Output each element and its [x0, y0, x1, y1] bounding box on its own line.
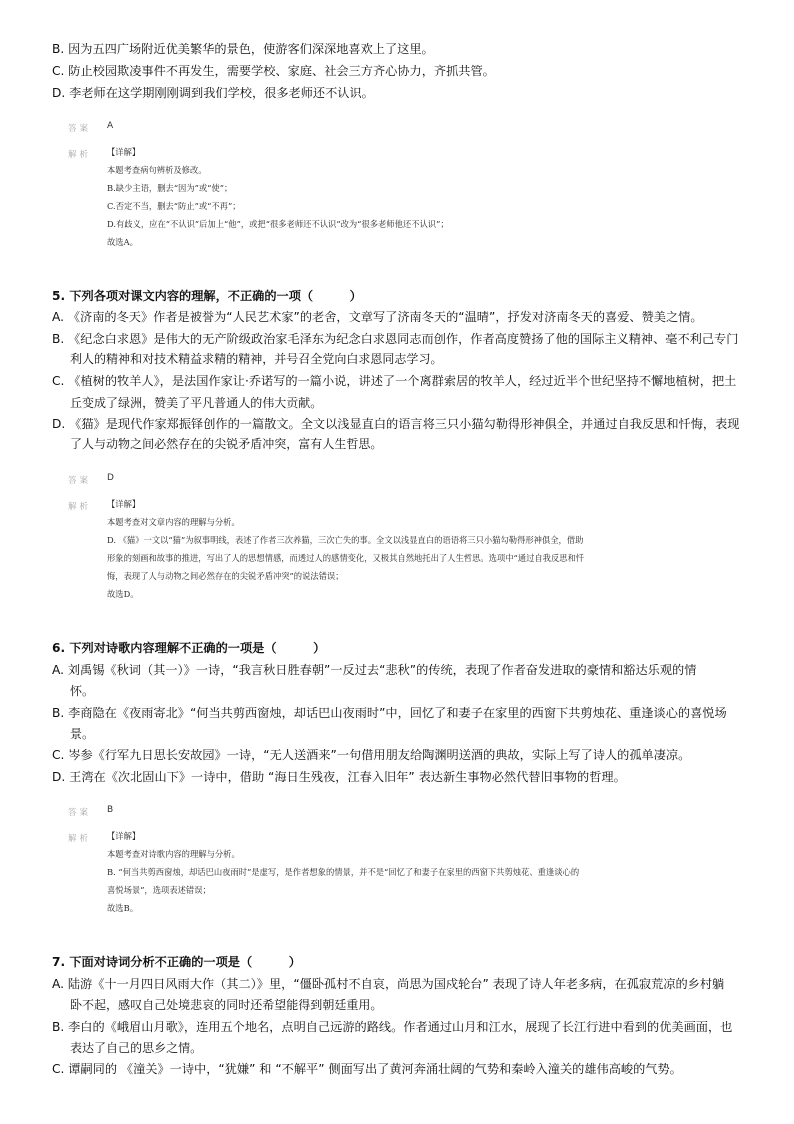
q6-option-a-cont: 怀。	[70, 684, 95, 698]
q4-analysis-line: C.否定不当，删去“防止”或“不再”；	[107, 201, 241, 211]
q5-option-b-cont: 利人的精神和对技术精益求精的精神，并号召全党向白求恩同志学习。	[70, 352, 443, 366]
q6-answer-label: 答案	[68, 808, 92, 818]
q7-option-a-cont: 卧不起，感叹自己处境悲哀的同时还希望能得到朝廷重用。	[70, 998, 383, 1012]
q5-option-b: B. 《纪念白求恩》是伟大的无产阶级政治家毛泽东为纪念白求恩同志而创作，作者高度赞扬了他的国际主义精神、毫不利己专门	[52, 332, 739, 346]
q4-option-b: B. 因为五四广场附近优美繁华的景色，使游客们深深地喜欢上了这里。	[52, 42, 434, 56]
q5-analysis-line: 【详解】	[107, 499, 141, 509]
q4-analysis-line: 本题考查病句辨析及修改。	[107, 165, 207, 175]
q6-analysis-line: 故选B。	[107, 903, 138, 913]
q7-stem: 7. 下面对诗词分析不正确的一项是（ ）	[52, 955, 301, 969]
q4-option-d: D. 李老师在这学期刚刚调到我们学校，很多老师还不认识。	[52, 86, 374, 100]
q7-option-a: A. 陆游《十一月四日风雨大作（其二）》里，“僵卧孤村不自哀，尚思为国戍轮台” 表现了诗人年老多病，在孤寂荒凉的乡村躺	[52, 977, 725, 991]
q6-analysis-line: 喜悦场景”，选项表述错误；	[107, 885, 211, 895]
q5-option-d: D. 《猫》是现代作家郑振铎创作的一篇散文。全文以浅显直白的语言将三只小猫勾勒得形神俱全，并通过自我反思和忏悔，表现	[52, 417, 740, 431]
q4-analysis-line: B.缺少主语，删去“因为”或“使”；	[107, 183, 233, 193]
q6-option-a: A. 刘禹锡《秋词（其一）》一诗，“我言秋日胜春朝”一反过去“悲秋”的传统，表现了作者奋发进取的豪情和豁达乐观的情	[52, 663, 697, 677]
q5-analysis-line: 故选D。	[107, 589, 139, 599]
q6-stem: 6. 下列对诗歌内容理解不正确的一项是（ ）	[52, 641, 326, 655]
q6-option-c: C. 岑参《行军九日思长安故园》一诗，“无人送酒来”一句借用朋友给陶渊明送酒的典故，实际上写了诗人的孤单凄凉。	[52, 748, 691, 762]
q7-option-b: B. 李白的《峨眉山月歌》，连用五个地名，点明自己远游的路线。作者通过山月和江水，展现了长江行进中看到的优美画面，也	[52, 1020, 733, 1034]
q6-option-d: D. 王湾在《次北固山下》一诗中，借助 “海日生残夜，江春入旧年” 表达新生事物必然代替旧事物的哲理。	[52, 770, 626, 784]
q4-option-c: C. 防止校园欺凌事件不再发生，需要学校、家庭、社会三方齐心协力，齐抓共管。	[52, 64, 495, 78]
q5-answer-value: D	[107, 473, 114, 483]
q4-answer-value: A	[107, 121, 114, 131]
q4-answer-label: 答案	[68, 124, 92, 134]
q4-analysis-line: 【详解】	[107, 147, 141, 157]
q6-analysis-label: 解析	[68, 834, 92, 844]
q5-option-d-cont: 了人与动物之间必然存在的尖锐矛盾冲突，富有人生哲思。	[70, 437, 383, 451]
q7-option-c: C. 谭嗣同的 《潼关》一诗中，“犹嫌” 和 “不解平” 侧面写出了黄河奔涌壮阔的气势和秦岭入潼关的雄伟高峻的气势。	[52, 1062, 682, 1076]
q5-stem: 5. 下列各项对课文内容的理解，不正确的一项（ ）	[52, 289, 362, 303]
q6-analysis-line: B. “何当共剪西窗烛，却话巴山夜雨时”是虚写，是作者想象的情景，并不是“回忆了和妻子在家里的西窗下共剪烛花、重逢谈心的	[107, 867, 580, 877]
q6-option-b: B. 李商隐在《夜雨寄北》“何当共剪西窗烛，却话巴山夜雨时”中，回忆了和妻子在家里的西窗下共剪烛花、重逢谈心的喜悦场	[52, 706, 727, 720]
q6-answer-value: B	[107, 805, 114, 815]
q6-analysis-line: 本题考查对诗歌内容的理解与分析。	[107, 849, 240, 859]
q4-analysis-line: 故选A。	[107, 237, 138, 247]
q5-option-c: C. 《植树的牧羊人》，是法国作家让·乔诺写的一篇小说，讲述了一个离群索居的牧羊人，经过近半个世纪坚持不懈地植树，把土	[52, 374, 737, 388]
q5-analysis-line: 本题考查对文章内容的理解与分析。	[107, 517, 240, 527]
q7-option-b-cont: 表达了自己的思乡之情。	[70, 1041, 203, 1055]
q5-analysis-line: 悔，表现了人与动物之间必然存在的尖锐矛盾冲突”的说法错误；	[107, 571, 344, 581]
q5-analysis-line: D. 《猫》一文以“猫”为叙事明线，表述了作者三次养猫，三次亡失的事。全文以浅显直白的语语将三只小猫勾勒得形神俱全，借助	[107, 535, 584, 545]
q5-option-c-cont: 丘变成了绿洲，赞美了平凡普通人的伟大贡献。	[70, 396, 323, 410]
q6-analysis-line: 【详解】	[107, 831, 141, 841]
q4-analysis-label: 解析	[68, 150, 92, 160]
q5-option-a: A. 《济南的冬天》作者是被誉为“人民艺术家”的老舍，文章写了济南冬天的“温晴”，抒发对济南冬天的喜爱、赞美之情。	[52, 310, 703, 324]
q5-analysis-label: 解析	[68, 502, 92, 512]
q4-analysis-line: D.有歧义，应在“不认识”后加上“他”，或把“很多老师还不认识”改为“很多老师他还不认识”；	[107, 219, 449, 229]
q6-option-b-cont: 景。	[70, 727, 95, 741]
q5-analysis-line: 形象的刻画和故事的推进，写出了人的思想情感，而透过人的感情变化，又极其自然地托出了人生哲思。选项中“通过自我反思和忏	[107, 553, 585, 563]
q5-answer-label: 答案	[68, 476, 92, 486]
